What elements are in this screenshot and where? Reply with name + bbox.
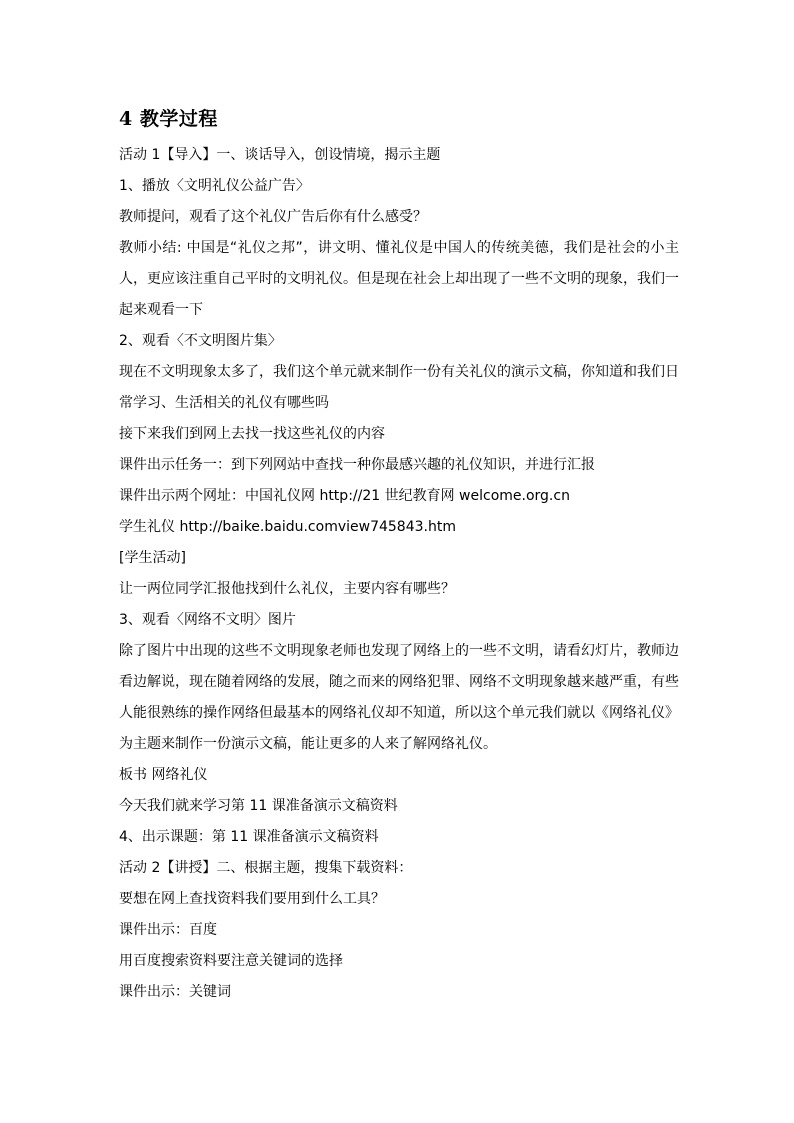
- paragraph-etiquette-intro: 现在不文明现象太多了，我们这个单元就来制作一份有关礼仪的演示文稿，你知道和我们日常学习、生活相关的礼仪有哪些吗: [119, 364, 679, 411]
- paragraph-show-keyword: 课件出示：关键词: [119, 984, 231, 1000]
- paragraph-teacher-question: 教师提问，观看了这个礼仪广告后你有什么感受？: [119, 209, 427, 225]
- paragraph-student-etiquette-url: 学生礼仪 http://baike.baidu.comview745843.htm: [119, 519, 456, 535]
- paragraph-step-2: 2、观看〈不文明图片集〉: [119, 333, 282, 349]
- paragraph-step-1: 1、播放〈文明礼仪公益广告〉: [119, 178, 310, 194]
- paragraph-keyword-tip: 用百度搜索资料要注意关键词的选择: [119, 953, 343, 969]
- paragraph-search-online: 接下来我们到网上去找一找这些礼仪的内容: [119, 426, 385, 442]
- section-heading: 4 教学过程: [119, 108, 218, 130]
- paragraph-tools-question: 要想在网上查找资料我们要用到什么工具？: [119, 891, 385, 907]
- paragraph-student-report: 让一两位同学汇报他找到什么礼仪，主要内容有哪些？: [119, 581, 455, 597]
- document-body: [119, 140, 679, 1008]
- paragraph-network-uncivil: 除了图片中出现的这些不文明现象老师也发现了网络上的一些不文明，请看幻灯片，教师边看边解说，现在随着网络的发展，随之而来的网络犯罪、网络不文明现象越来越严重，有些人能很熟练的操作网络但最基本的网络礼仪却不知道，所以这个单元我们就以《网络礼仪》为主题来制作一份演示文稿，能让更多的人来了解网络礼仪。: [119, 643, 679, 752]
- paragraph-step-4: 4、出示课题：第 11 课准备演示文稿资料: [119, 829, 379, 845]
- paragraph-websites: 课件出示两个网址：中国礼仪网 http://21 世纪教育网 welcome.org.cn: [119, 488, 570, 504]
- paragraph-step-3: 3、观看〈网络不文明〉图片: [119, 612, 296, 628]
- paragraph-activity-2: 活动 2【讲授】二、根据主题，搜集下载资料：: [119, 860, 413, 876]
- paragraph-teacher-summary: 教师小结: 中国是“礼仪之邦”，讲文明、懂礼仪是中国人的传统美德，我们是社会的小主人，更应该注重自己平时的文明礼仪。但是现在社会上却出现了一些不文明的现象，我们一起来观看一下: [119, 240, 679, 318]
- paragraph-show-baidu: 课件出示：百度: [119, 922, 217, 938]
- paragraph-today-lesson: 今天我们就来学习第 11 课准备演示文稿资料: [119, 798, 398, 814]
- paragraph-blackboard: 板书 网络礼仪: [119, 767, 208, 783]
- paragraph-activity-1: 活动 1【导入】一、谈话导入，创设情境，揭示主题: [119, 147, 441, 163]
- paragraph-task-one: 课件出示任务一：到下列网站中查找一种你最感兴趣的礼仪知识，并进行汇报: [119, 457, 595, 473]
- paragraph-student-activity: [学生活动]: [119, 550, 186, 566]
